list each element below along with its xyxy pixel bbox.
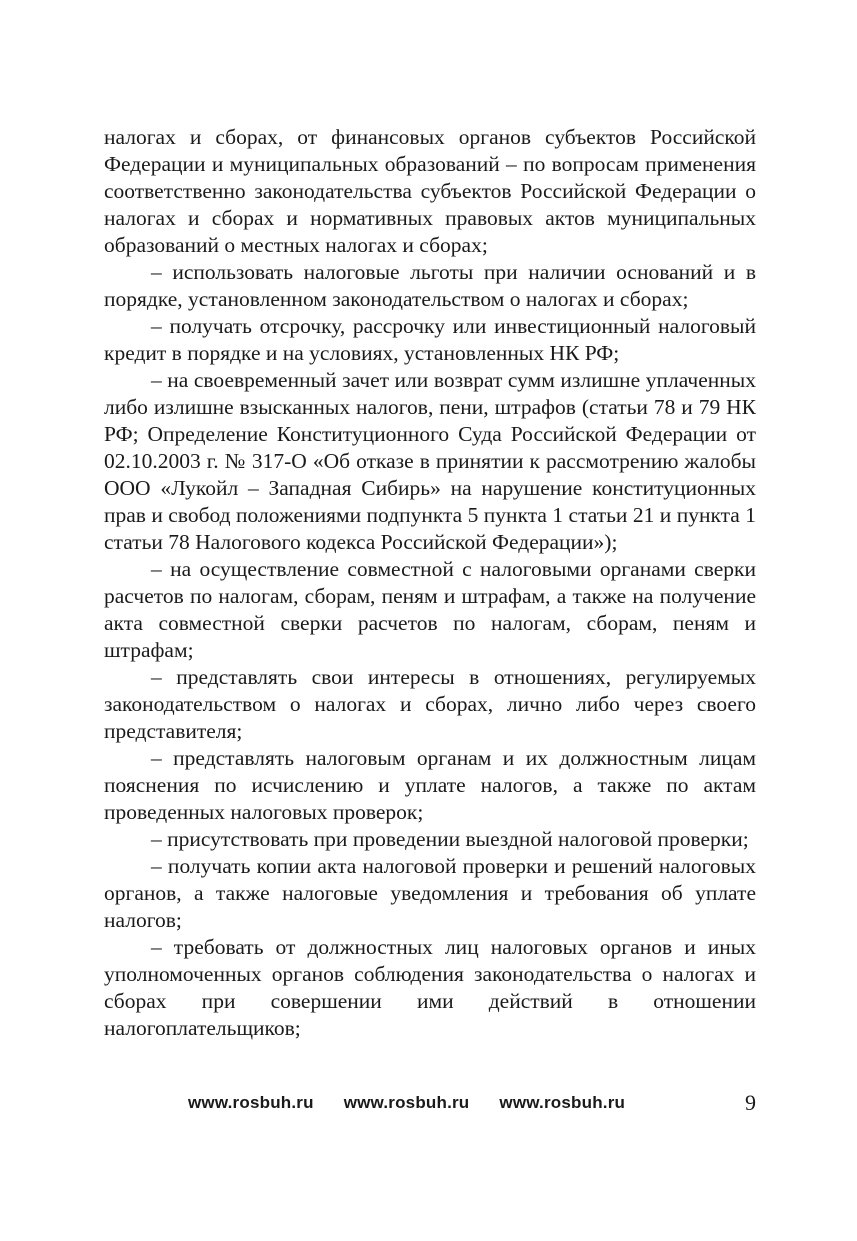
paragraph: – требовать от должностных лиц налоговых органов и иных уполномоченных органов соблюдения законодательства о налогах и сборах при совершении ими действий в отношении налогоплательщиков; xyxy=(104,935,756,1040)
page-number: 9 xyxy=(745,1090,756,1115)
footer-link: www.rosbuh.ru xyxy=(499,1093,626,1112)
paragraph: – на осуществление совместной с налоговыми органами сверки расчетов по налогам, сборам, пеням и штрафам, а также на получение акта совместной сверки расчетов по налогам, сборам, пеням и штрафам; xyxy=(104,557,756,662)
paragraph: налогах и сборах, от финансовых органов субъектов Российской Федерации и муниципальных образований – по вопросам применения соответственно законодательства субъектов Российской Федерации о налогах и сборах и нормативных правовых актов муниципальных образований о местных налогах и сборах; xyxy=(104,125,756,257)
footer-link: www.rosbuh.ru xyxy=(343,1093,470,1112)
footer-link: www.rosbuh.ru xyxy=(188,1093,314,1112)
paragraph: – представлять налоговым органам и их должностным лицам пояснения по исчислению и уплате налогов, а также по актам проведенных налоговых проверок; xyxy=(104,746,756,824)
paragraph: – использовать налоговые льготы при наличии оснований и в порядке, установленном законодательством о налогах и сборах; xyxy=(104,260,756,311)
paragraph: – присутствовать при проведении выездной налоговой проверки; xyxy=(151,827,749,851)
body-text xyxy=(104,124,756,1042)
paragraph: – представлять свои интересы в отношениях, регулируемых законодательством о налогах и сборах, лично либо через своего представителя; xyxy=(104,665,756,743)
footer-links xyxy=(188,1093,655,1113)
paragraph: – получать копии акта налоговой проверки и решений налоговых органов, а также налоговые уведомления и требования об уплате налогов; xyxy=(104,854,756,932)
paragraph: – на своевременный зачет или возврат сумм излишне уплаченных либо излишне взысканных налогов, пени, штрафов (статьи 78 и 79 НК РФ; Определение Конституционного Суда Российской Федерации от 02.10.2003 г. № 317-О «Об отказе в принятии к рассмотрению жалобы ООО «Лукойл – Западная Сибирь» на нарушение конституционных прав и свобод положениями подпункта 5 пункта 1 статьи 21 и пункта 1 статьи 78 Налогового кодекса Российской Федерации»); xyxy=(104,368,756,554)
paragraph: – получать отсрочку, рассрочку или инвестиционный налоговый кредит в порядке и на условиях, установленных НК РФ; xyxy=(104,314,756,365)
